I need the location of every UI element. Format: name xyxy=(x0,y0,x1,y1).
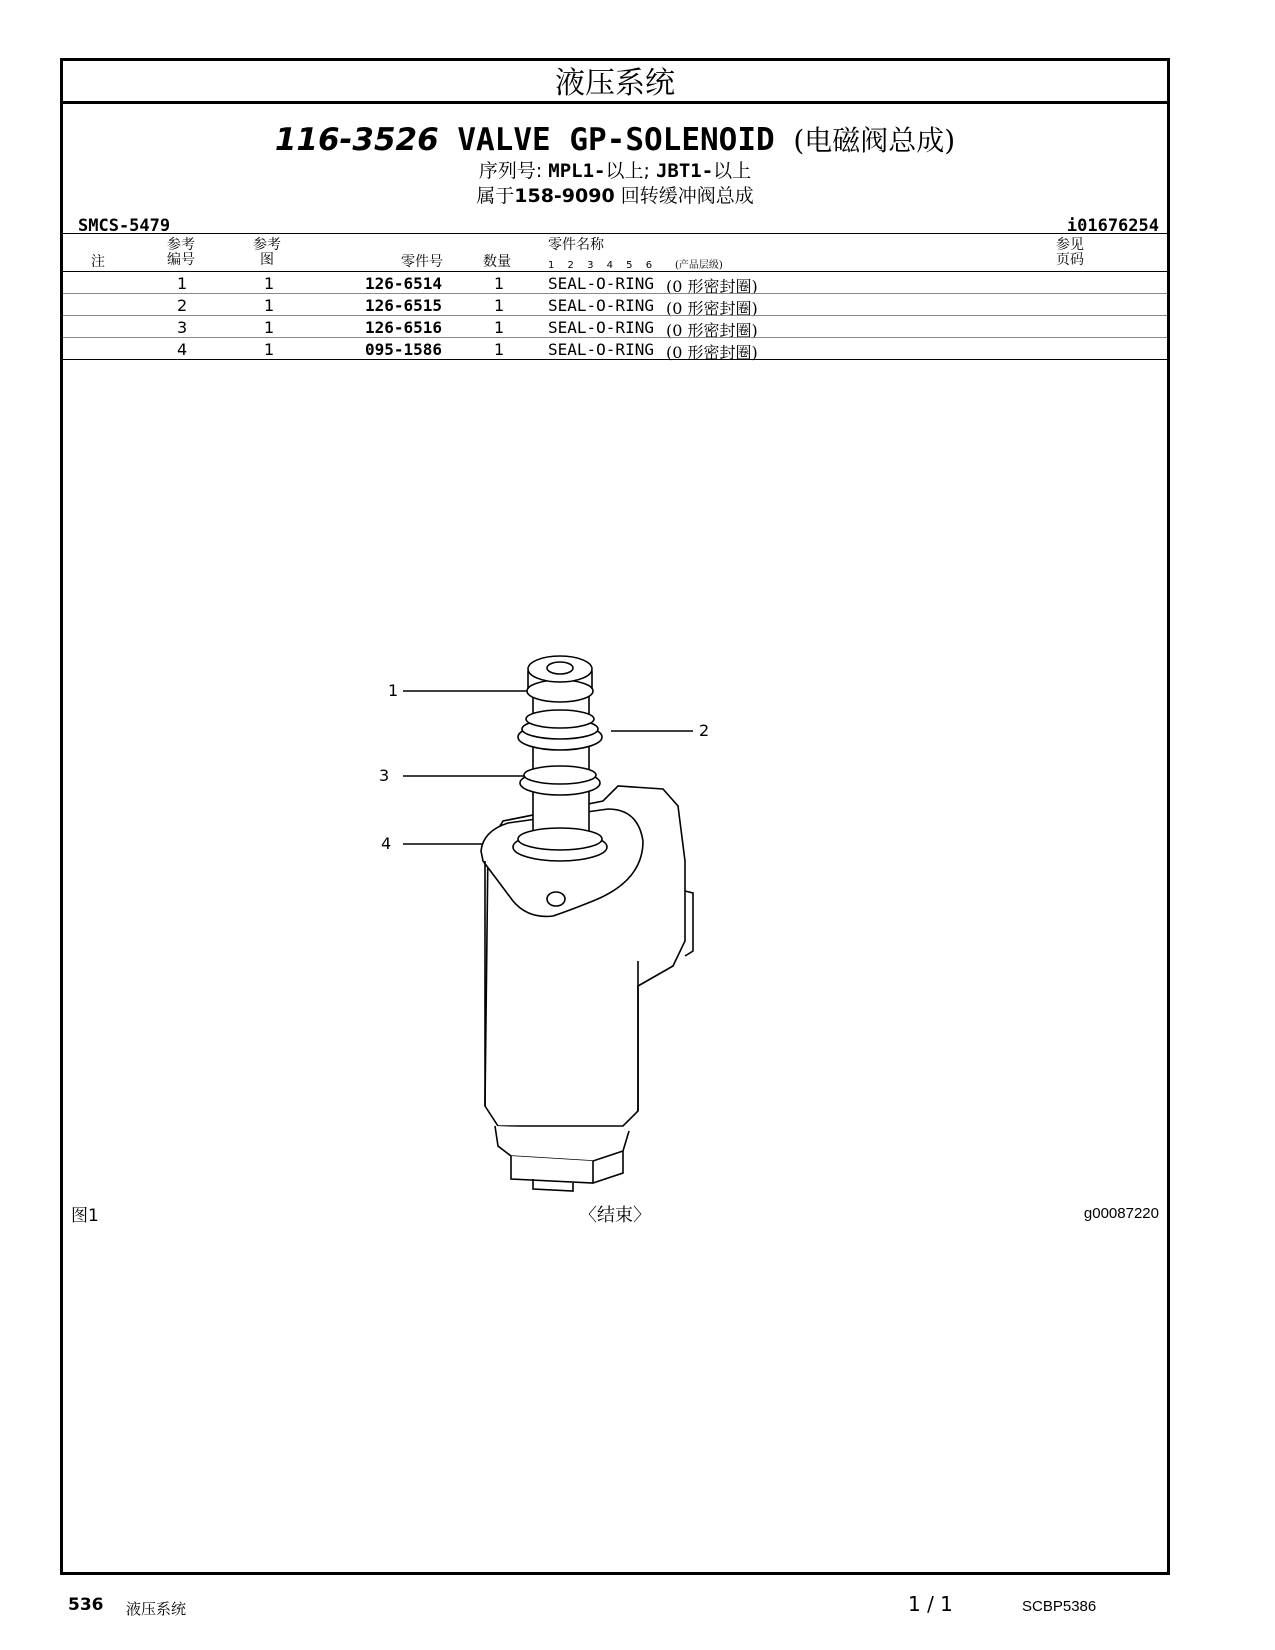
row-name-cn: (0 形密封圈) xyxy=(666,299,758,318)
row-name: SEAL-O-RING xyxy=(548,318,654,337)
serial-1: MPL1- xyxy=(548,160,606,182)
col-see-2: 页码 xyxy=(1056,252,1084,268)
row-part-number: 126-6514 xyxy=(365,274,443,293)
stem-top-end xyxy=(528,656,592,682)
hex-nut xyxy=(495,1126,629,1161)
col-ref-fig-1: 参考 xyxy=(253,237,281,253)
col-ref-fig-2: 图 xyxy=(260,252,274,268)
row-ref: 2 xyxy=(177,296,188,315)
belongs-name: 回转缓冲阀总成 xyxy=(620,185,754,207)
section-title: 液压系统 xyxy=(63,61,1167,104)
side-boss xyxy=(685,891,693,956)
row-qty: 1 xyxy=(494,274,505,293)
belongs-prefix: 属于 xyxy=(476,185,515,207)
callout-3: 3 xyxy=(379,766,390,785)
col-name: 零件名称 xyxy=(548,237,604,253)
illustration-id: i01676254 xyxy=(1066,216,1159,236)
callout-2: 2 xyxy=(699,721,710,740)
row-name-cn: (0 形密封圈) xyxy=(666,343,758,362)
smcs-code: SMCS-5479 xyxy=(78,216,171,236)
serial-2: JBT1- xyxy=(655,160,714,182)
belongs-part: 158-9090 xyxy=(514,185,615,207)
row-ref: 1 xyxy=(177,274,188,293)
row-qty: 1 xyxy=(494,318,505,337)
figure-label: 图1 xyxy=(71,1206,99,1226)
row-name: SEAL-O-RING xyxy=(548,274,654,293)
part-name: VALVE GP-SOLENOID xyxy=(457,122,775,158)
row-part-number: 095-1586 xyxy=(365,340,443,359)
col-see-1: 参见 xyxy=(1056,237,1084,253)
end-marker: 〈结束〉 xyxy=(579,1205,651,1226)
row-fig: 1 xyxy=(264,296,275,315)
col-part-no: 零件号 xyxy=(401,254,443,270)
footer-page-of: 1 / 1 xyxy=(908,1592,953,1616)
col-note: 注 xyxy=(91,254,105,270)
serial-2-suffix: 以上 xyxy=(713,160,752,182)
part-number: 116-3526 xyxy=(274,122,439,158)
row-name: SEAL-O-RING xyxy=(548,340,654,359)
callout-1: 1 xyxy=(388,681,399,700)
row-ref: 3 xyxy=(177,318,188,337)
row-fig: 1 xyxy=(264,318,275,337)
footer-page-number: 536 xyxy=(68,1595,104,1615)
solenoid-valve-drawing xyxy=(63,61,1167,1211)
row-ref: 4 xyxy=(177,340,188,359)
serial-label: 序列号: xyxy=(478,160,543,182)
row-fig: 1 xyxy=(264,274,275,293)
serial-1-suffix: 以上; xyxy=(605,160,650,182)
row-name-cn: (0 形密封圈) xyxy=(666,321,758,340)
row-qty: 1 xyxy=(494,296,505,315)
col-ref-num-2: 编号 xyxy=(167,252,195,268)
callout-4: 4 xyxy=(381,834,392,853)
col-qty: 数量 xyxy=(483,254,511,270)
col-levels-note: (产品层级) xyxy=(675,260,723,271)
col-levels: 1 2 3 4 5 6 xyxy=(548,260,658,271)
col-ref-num-1: 参考 xyxy=(167,237,195,253)
graphic-id: g00087220 xyxy=(1083,1205,1159,1222)
row-name-cn: (0 形密封圈) xyxy=(666,277,758,296)
row-name: SEAL-O-RING xyxy=(548,296,654,315)
row-part-number: 126-6516 xyxy=(365,318,443,337)
footer-section: 液压系统 xyxy=(126,1600,187,1618)
page-frame xyxy=(60,58,1170,1575)
footer-doc-id: SCBP5386 xyxy=(1022,1598,1097,1615)
o-ring-1 xyxy=(527,680,593,702)
o-ring-4-inner xyxy=(518,828,602,850)
stem-collar xyxy=(526,710,594,728)
row-part-number: 126-6515 xyxy=(365,296,443,315)
o-ring-3-inner xyxy=(524,766,596,784)
row-fig: 1 xyxy=(264,340,275,359)
row-qty: 1 xyxy=(494,340,505,359)
part-name-cn: (电磁阀总成) xyxy=(793,124,956,157)
